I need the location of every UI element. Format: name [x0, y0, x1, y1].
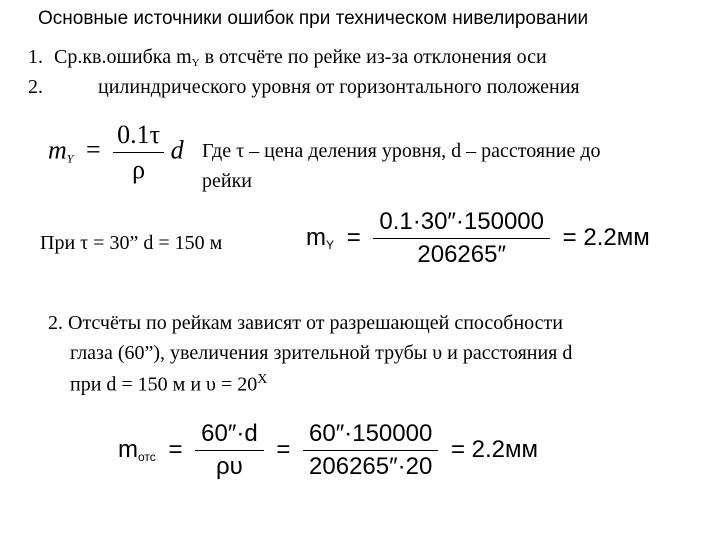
item-1b-number: 2.: [28, 76, 43, 98]
given-values: При τ = 30” d = 150 м: [40, 232, 223, 254]
item-1-subscript: Y: [191, 57, 200, 69]
where-line-2: рейки: [202, 170, 252, 192]
formula1-lhs: m: [48, 135, 67, 165]
formula3-eq-1: =: [168, 435, 183, 463]
formula1-numerator: 0.1τ: [113, 120, 164, 153]
item-1-number: 1.: [28, 46, 43, 68]
formula2-denominator: 206265″: [417, 241, 506, 268]
formula2-lhs: m: [306, 223, 326, 251]
formula3-frac1-denominator: ρυ: [216, 453, 243, 480]
item-2-superscript: X: [257, 372, 268, 387]
formula2-fraction: [373, 208, 550, 269]
where-line-1: Где τ – цена деления уровня, d – расстояние до: [202, 140, 601, 162]
formula3-lhs: m: [118, 435, 138, 463]
formula1-lhs-sub: Y: [66, 151, 74, 166]
slide-title: Основные источники ошибок при техническом нивелировании: [38, 8, 589, 29]
item-1b-text: цилиндрического уровня от горизонтального положения: [98, 76, 580, 98]
item-2-line-3: [70, 372, 267, 397]
item-1-continuation: [28, 76, 580, 99]
formula-m-y: [48, 120, 184, 185]
formula2-eq: =: [346, 223, 361, 251]
item-2-line-3-text: при d = 150 м и υ = 20: [70, 373, 258, 396]
item-2-line-2: глаза (60”), увеличения зрительной трубы υ и расстояния d: [70, 342, 573, 364]
formula-m-ots: [118, 420, 538, 481]
item-2-line-1: 2. Отсчёты по рейкам зависят от разрешающей способности: [48, 312, 563, 334]
formula2-numerator: 0.1·30″·150000: [373, 208, 550, 239]
item-1-text-a: Ср.кв.ошибка m: [54, 46, 192, 68]
formula3-lhs-sub: отс: [138, 449, 156, 464]
formula3-frac1-numerator: 60″·d: [195, 420, 264, 451]
formula2-lhs-sub: Y: [326, 237, 335, 252]
formula1-denominator: ρ: [132, 155, 146, 184]
formula-m-y-numeric: [306, 208, 650, 269]
formula1-tail: d: [170, 135, 184, 165]
formula3-frac2-denominator: 206265″·20: [309, 453, 433, 480]
formula3-eq-2: =: [276, 435, 291, 463]
formula3-result: = 2.2мм: [450, 435, 539, 463]
formula2-result: = 2.2мм: [562, 223, 650, 251]
formula3-fraction-1: [195, 420, 264, 481]
formula1-eq: =: [85, 135, 101, 165]
formula3-frac2-numerator: 60″·150000: [303, 420, 438, 451]
item-1-text-b: в отсчёте по рейке из-за отклонения оси: [199, 46, 547, 68]
formula3-fraction-2: [303, 420, 438, 481]
formula1-fraction: [113, 120, 164, 185]
item-1-line: [28, 46, 547, 69]
